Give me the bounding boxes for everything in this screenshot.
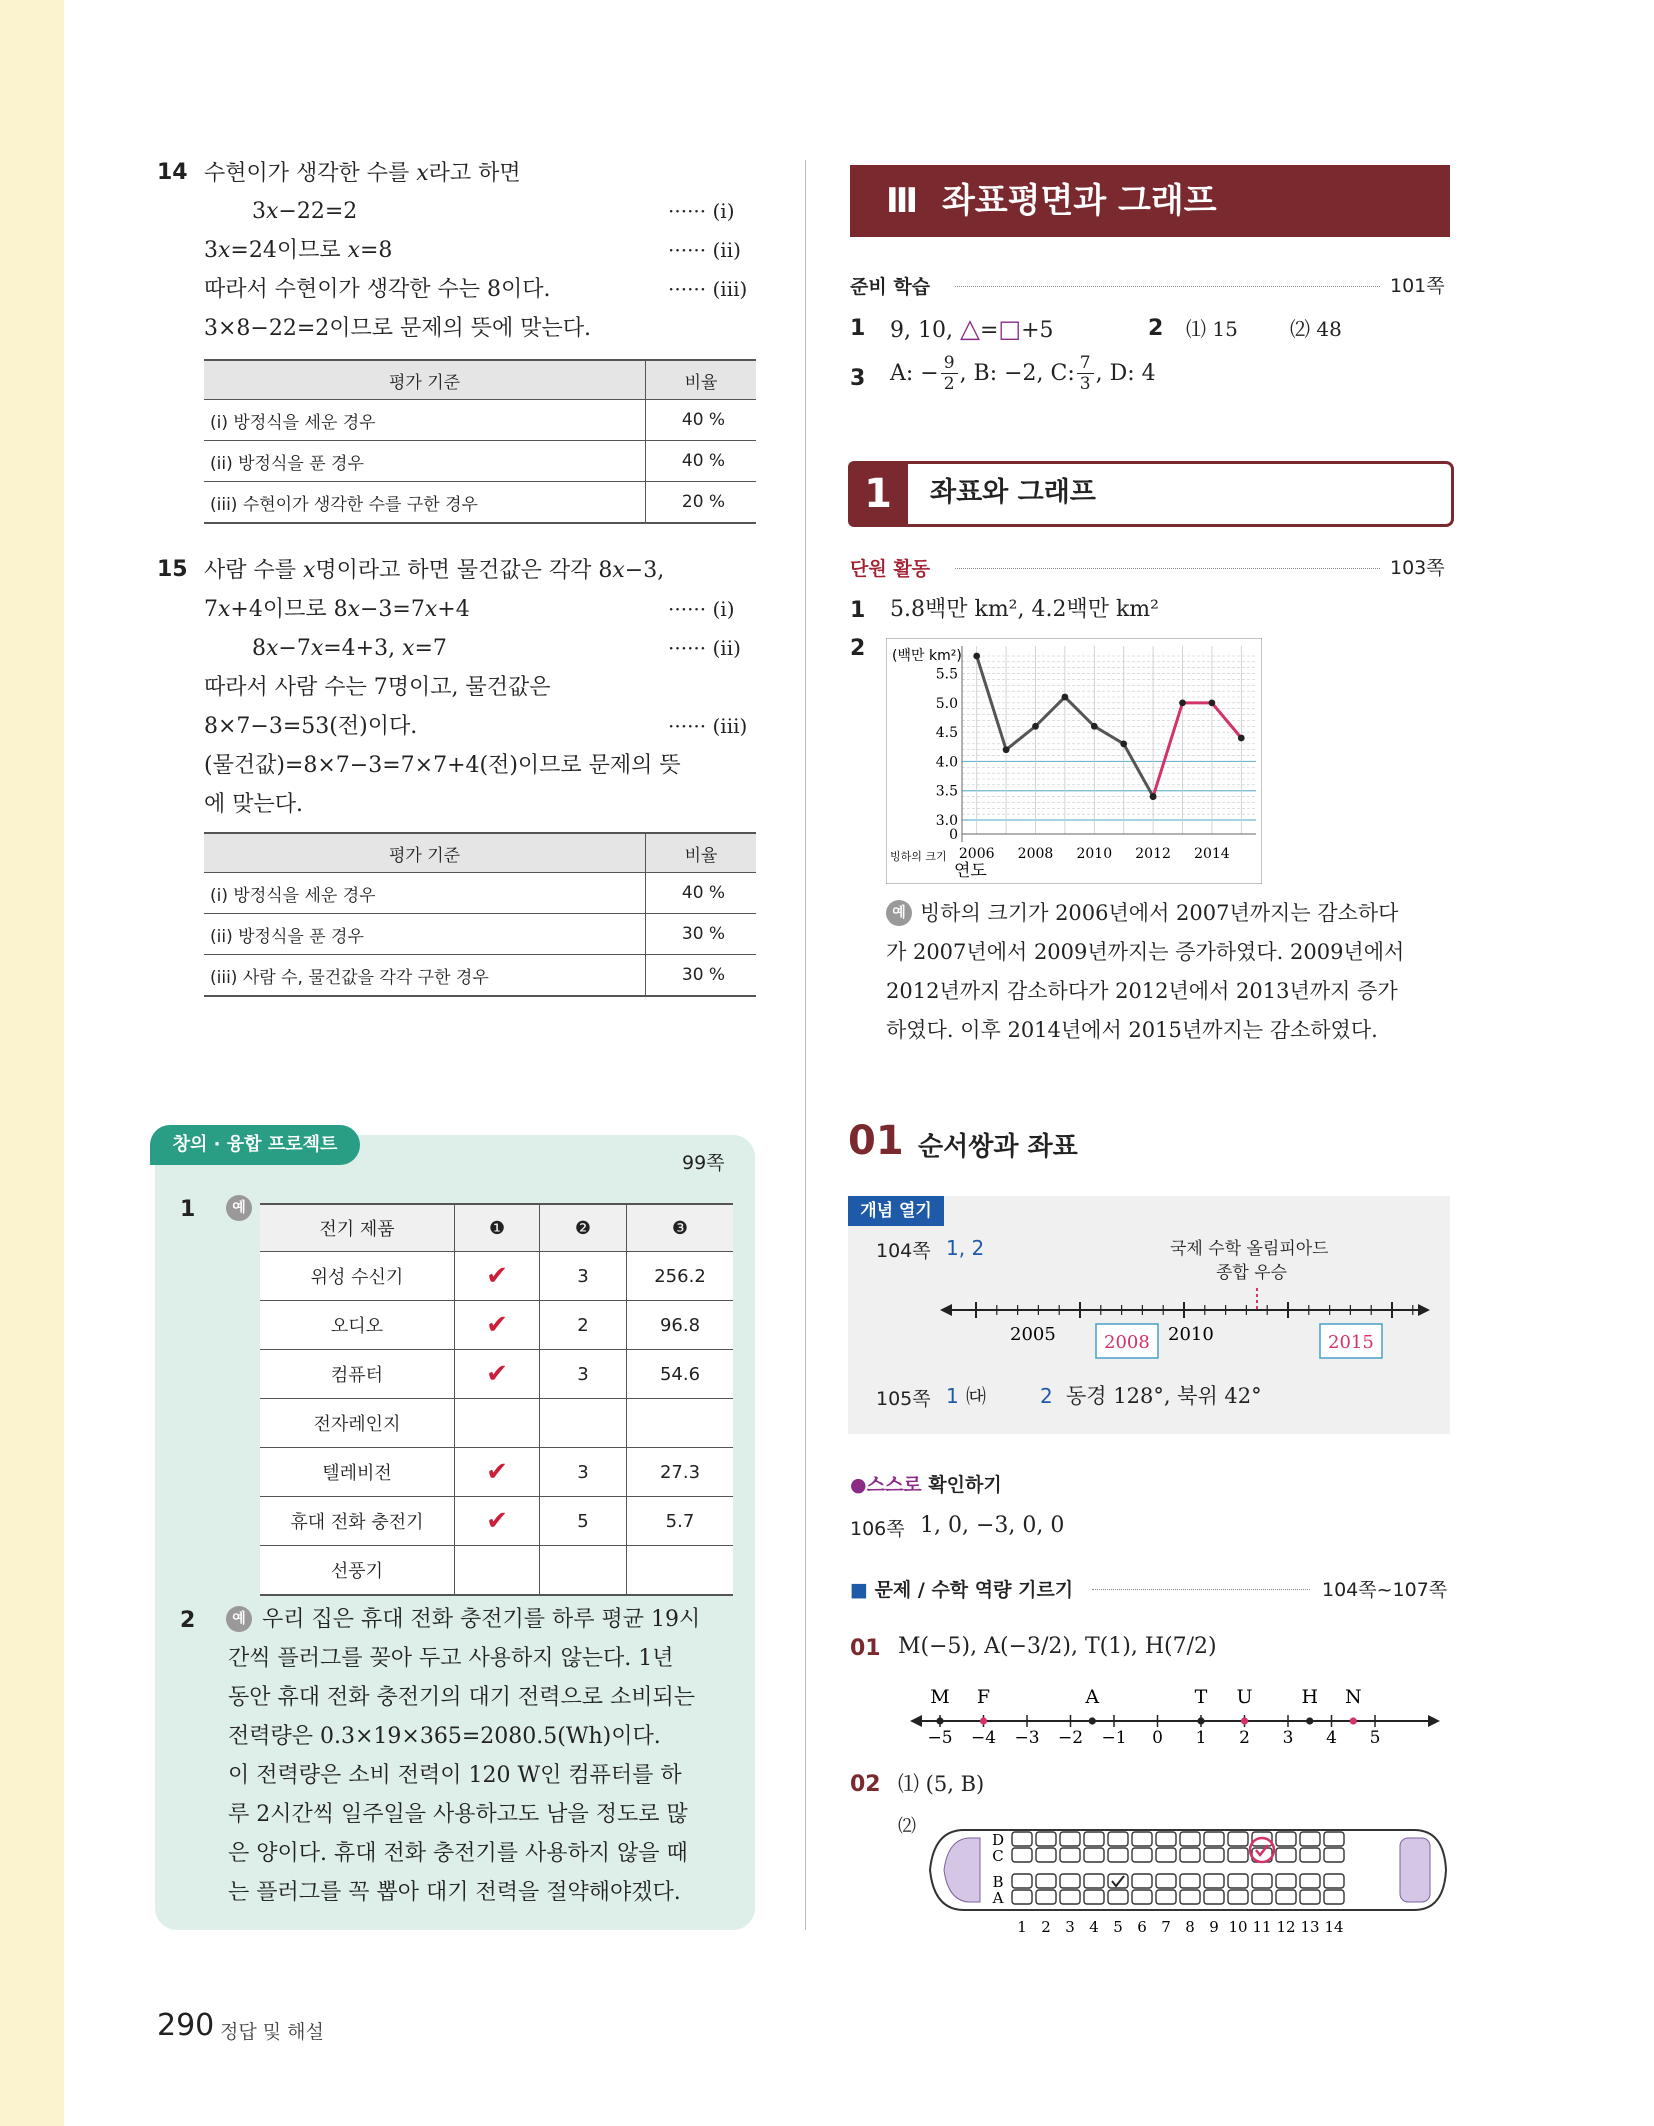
seat — [1276, 1874, 1296, 1888]
data-point — [1003, 746, 1010, 753]
seat-col-label: 14 — [1324, 1918, 1344, 1936]
self-check-ref: 106쪽 — [850, 1518, 905, 1540]
timeline-label: 2008 — [1104, 1332, 1150, 1353]
y-tick-label: 5.5 — [935, 666, 958, 683]
section-01-number: 01 — [848, 1118, 904, 1164]
prod-value: 5 — [540, 1497, 627, 1546]
check-icon — [455, 1399, 540, 1448]
eval-criteria: (ii) 방정식을 푼 경우 — [204, 914, 646, 955]
seat — [1012, 1890, 1032, 1904]
prod-name: 휴대 전화 충전기 — [260, 1497, 455, 1546]
prod-header: ❷ — [540, 1204, 627, 1252]
p15-line-2: 7𝑥+4이므로 8𝑥−3=7𝑥+4 — [204, 597, 470, 622]
numberline-tick-label: 5 — [1369, 1728, 1381, 1743]
side-margin-strip — [0, 0, 64, 2126]
seat-col-label: 10 — [1228, 1918, 1248, 1936]
appliance-table — [260, 1203, 733, 1596]
eval-criteria: (iii) 사람 수, 물건값을 각각 구한 경우 — [204, 955, 646, 997]
seat — [1180, 1832, 1200, 1846]
unit-number: 1 — [848, 461, 908, 527]
data-point — [1238, 735, 1245, 742]
problem-section-title: ■ 문제 / 수학 역량 기르기 — [850, 1579, 1074, 1601]
seat — [1252, 1890, 1272, 1904]
p15-line-4: 따라서 사람 수는 7명이고, 물건값은 — [204, 675, 551, 700]
seat — [1276, 1890, 1296, 1904]
seat — [1156, 1832, 1176, 1846]
numberline-point — [1306, 1717, 1313, 1724]
seat — [1084, 1832, 1104, 1846]
example-badge: 예 — [886, 900, 912, 926]
p15-line-5: 8×7−3=53(전)이다. — [204, 714, 418, 739]
data-point — [973, 653, 980, 660]
seat — [1060, 1832, 1080, 1846]
check-icon: ✔ — [455, 1497, 540, 1546]
project-page-ref: 99쪽 — [682, 1152, 725, 1174]
p15-line-3: 8𝑥−7𝑥=4+3, 𝑥=7 — [252, 636, 447, 661]
seat-row-label: A — [992, 1889, 1004, 1907]
seat-col-label: 13 — [1300, 1918, 1320, 1936]
p15-mark-ii: ······ (ii) — [668, 636, 741, 660]
activity-page-ref: 103쪽 — [1390, 557, 1445, 579]
eval-criteria: (i) 방정식을 세운 경우 — [204, 400, 646, 441]
seat-row-label: C — [992, 1847, 1004, 1865]
eval-criteria: (iii) 수현이가 생각한 수를 구한 경우 — [204, 482, 646, 524]
seat — [1324, 1890, 1344, 1904]
x-tick-label: 2008 — [1017, 846, 1054, 862]
data-point — [1091, 723, 1098, 730]
seat — [1324, 1832, 1344, 1846]
chart-corner-label: 빙하의 크기 — [890, 850, 947, 863]
project-q2-line-1: 우리 집은 휴대 전화 충전기를 하루 평균 19시 — [262, 1607, 701, 1632]
numberline-letter: N — [1344, 1686, 1362, 1708]
prod-value: 5.7 — [627, 1497, 734, 1546]
seat-col-label: 7 — [1161, 1918, 1171, 1936]
seat — [1300, 1890, 1320, 1904]
olympiad-label-2: 종합 우승 — [1216, 1263, 1288, 1283]
eval-header-ratio: 비율 — [646, 833, 757, 873]
triangle-icon: △ — [959, 314, 980, 344]
numberline-tick-label: −3 — [1014, 1728, 1040, 1743]
seat — [1156, 1848, 1176, 1862]
numberline-point — [980, 1717, 987, 1724]
eval-ratio: 40 % — [646, 441, 757, 482]
seat — [1108, 1848, 1128, 1862]
p15-evaluation-table — [204, 832, 756, 997]
seat — [1276, 1832, 1296, 1846]
prod-value — [627, 1546, 734, 1596]
seat — [1300, 1832, 1320, 1846]
p14-line-2: 3𝑥−22=2 — [252, 199, 358, 224]
seat — [1204, 1890, 1224, 1904]
seat — [1108, 1832, 1128, 1846]
activity-desc-1: 빙하의 크기가 2006년에서 2007년까지는 감소하다 — [920, 901, 1399, 925]
seat-col-label: 12 — [1276, 1918, 1296, 1936]
section-01-title: 순서쌍과 좌표 — [918, 1132, 1078, 1162]
numberline-point — [1197, 1717, 1204, 1724]
data-point — [1062, 694, 1069, 701]
p14-line-5: 3×8−22=2이므로 문제의 뜻에 맞는다. — [204, 316, 592, 341]
check-icon — [455, 1546, 540, 1596]
numberline-point — [1089, 1717, 1096, 1724]
page-footer-label: 정답 및 해설 — [220, 2021, 324, 2043]
numberline-point — [936, 1717, 943, 1724]
numberline-tick-label: 3 — [1282, 1728, 1294, 1743]
glacier-size-chart — [886, 638, 1262, 884]
leader-dots — [955, 568, 1380, 569]
seat — [1228, 1890, 1248, 1904]
seat — [1084, 1890, 1104, 1904]
prod-value — [627, 1399, 734, 1448]
concept-l2-ref: 105쪽 — [876, 1388, 931, 1410]
timeline-label: 2010 — [1168, 1324, 1214, 1345]
prep-title: 준비 학습 — [850, 276, 931, 298]
project-q2-line-7: 은 양이다. 휴대 전화 충전기를 사용하지 않을 때 — [228, 1841, 688, 1866]
eval-header-ratio: 비율 — [646, 360, 757, 400]
problem-14-number: 14 — [157, 160, 188, 185]
numberline-point — [1241, 1717, 1248, 1724]
data-point — [1209, 699, 1216, 706]
concept-l2-num1: 1 — [946, 1384, 959, 1408]
seat — [1012, 1848, 1032, 1862]
page-number: 290 — [157, 2008, 215, 2043]
prod-value: 96.8 — [627, 1301, 734, 1350]
column-divider — [805, 160, 806, 1930]
airplane-seat-map — [924, 1808, 1450, 1938]
project-q2-line-8: 는 플러그를 꼭 뽑아 대기 전력을 절약해야겠다. — [228, 1880, 681, 1905]
q02-answer-2: ⑵ — [898, 1816, 916, 1837]
prep-q1-number: 1 — [850, 316, 866, 341]
activity-desc-3: 2012년까지 감소하다가 2012년에서 2013년까지 증가 — [886, 979, 1398, 1003]
eval-ratio: 20 % — [646, 482, 757, 524]
seat-col-label: 4 — [1089, 1918, 1099, 1936]
numberline-point — [1350, 1717, 1357, 1724]
seat — [1060, 1874, 1080, 1888]
q01-answer: M(−5), A(−3/2), T(1), H(7/2) — [898, 1634, 1217, 1659]
timeline-label: 2015 — [1328, 1332, 1374, 1353]
seat — [1300, 1848, 1320, 1862]
eval-ratio: 30 % — [646, 914, 757, 955]
example-badge: 예 — [226, 1606, 252, 1632]
seat — [1324, 1874, 1344, 1888]
p14-line-4: 따라서 수현이가 생각한 수는 8이다. — [204, 277, 551, 302]
seat-col-label: 1 — [1017, 1918, 1027, 1936]
unit-title: 좌표와 그래프 — [930, 477, 1096, 508]
p14-line-3: 3𝑥=24이므로 𝑥=8 — [204, 238, 393, 263]
leader-dots — [955, 286, 1380, 287]
seat — [1036, 1832, 1056, 1846]
square-bullet-icon: ■ — [850, 1579, 868, 1601]
prod-header: ❶ — [455, 1204, 540, 1252]
eval-ratio: 30 % — [646, 955, 757, 997]
activity-q2-number: 2 — [850, 636, 866, 661]
prod-value: 3 — [540, 1448, 627, 1497]
bullet-icon: ● — [850, 1474, 867, 1496]
activity-q1-answer: 5.8백만 km², 4.2백만 km² — [890, 597, 1159, 622]
seat — [1132, 1874, 1152, 1888]
eval-criteria: (ii) 방정식을 푼 경우 — [204, 441, 646, 482]
seat-col-label: 8 — [1185, 1918, 1195, 1936]
prep-q1-answer: 9, 10, △=□+5 — [890, 314, 1054, 344]
eval-ratio: 40 % — [646, 873, 757, 914]
seat — [1132, 1890, 1152, 1904]
seat — [1156, 1874, 1176, 1888]
project-q2-line-5: 이 전력량은 소비 전력이 120 W인 컴퓨터를 하 — [228, 1763, 682, 1788]
prod-header: ❸ — [627, 1204, 734, 1252]
concept-l2-a2: 동경 128°, 북위 42° — [1066, 1384, 1262, 1408]
y-tick-label: 3.5 — [935, 783, 958, 800]
p14-mark-iii: ······ (iii) — [668, 277, 748, 301]
example-badge: 예 — [226, 1195, 252, 1221]
seat-col-label: 9 — [1209, 1918, 1219, 1936]
leader-dots — [1092, 1589, 1310, 1590]
q02-number: 02 — [850, 1772, 881, 1797]
seat — [1084, 1874, 1104, 1888]
square-icon: □ — [998, 315, 1022, 343]
data-point — [1120, 740, 1127, 747]
activity-desc-4: 하였다. 이후 2014년에서 2015년까지는 감소하였다. — [886, 1018, 1378, 1042]
concept-l2-num2: 2 — [1040, 1384, 1053, 1408]
arrow-left-icon — [940, 1304, 952, 1316]
prep-q3-answer: A: − $\frac{9}{2}$ , B: −2, C: 7 3 , D: 4 — [890, 353, 1156, 394]
chapter-roman: Ⅲ — [886, 181, 919, 221]
data-point — [1150, 793, 1157, 800]
numberline-tick-label: −1 — [1101, 1728, 1127, 1743]
number-line — [910, 1683, 1440, 1743]
p14-mark-i: ······ (i) — [668, 199, 735, 223]
seat — [1228, 1848, 1248, 1862]
numberline-tick-label: 0 — [1152, 1728, 1163, 1743]
p14-line-1: 수현이가 생각한 수를 𝑥라고 하면 — [204, 161, 521, 186]
eval-ratio: 40 % — [646, 400, 757, 441]
p15-line-7: 에 맞는다. — [204, 792, 303, 817]
seat — [1180, 1848, 1200, 1862]
eval-criteria: (i) 방정식을 세운 경우 — [204, 873, 646, 914]
x-tick-label: 2012 — [1135, 846, 1171, 862]
arrow-right-icon — [1428, 1715, 1440, 1727]
numberline-letter: U — [1236, 1686, 1253, 1708]
prod-value — [540, 1399, 627, 1448]
q01-number: 01 — [850, 1636, 881, 1661]
prod-name: 전자레인지 — [260, 1399, 455, 1448]
seat-col-label: 11 — [1252, 1918, 1272, 1936]
seat — [1036, 1874, 1056, 1888]
seat — [1108, 1890, 1128, 1904]
p15-line-6: (물건값)=8×7−3=7×7+4(전)이므로 문제의 뜻 — [204, 753, 681, 778]
prod-value: 256.2 — [627, 1252, 734, 1301]
seat — [1036, 1848, 1056, 1862]
creative-project-tag: 창의 · 융합 프로젝트 — [150, 1125, 360, 1165]
numberline-letter: H — [1301, 1686, 1319, 1708]
self-check-title: ●스스로 확인하기 — [850, 1474, 1002, 1496]
chart-xlabel: 연도 — [954, 861, 987, 881]
prod-name: 선풍기 — [260, 1546, 455, 1596]
q02-answer-1: ⑴ (5, B) — [898, 1772, 985, 1796]
concept-l1-answer: 1, 2 — [946, 1236, 985, 1260]
project-q2-line-6: 루 2시간씩 일주일을 사용하고도 남을 정도로 많 — [228, 1802, 688, 1827]
prod-value — [540, 1546, 627, 1596]
seat — [1228, 1832, 1248, 1846]
eval-header-criteria: 평가 기준 — [204, 833, 646, 873]
prod-header: 전기 제품 — [260, 1204, 455, 1252]
prod-value: 3 — [540, 1350, 627, 1399]
arrow-left-icon — [910, 1715, 922, 1727]
seat — [1012, 1832, 1032, 1846]
p14-evaluation-table — [204, 359, 756, 524]
prod-name: 오디오 — [260, 1301, 455, 1350]
seat — [1204, 1848, 1224, 1862]
prep-q2-a2: ⑵ 48 — [1290, 317, 1342, 341]
activity-desc-2: 가 2007년에서 2009년까지는 증가하였다. 2009년에서 — [886, 940, 1405, 964]
check-icon: ✔ — [455, 1252, 540, 1301]
prod-value: 3 — [540, 1252, 627, 1301]
p15-mark-i: ······ (i) — [668, 597, 735, 621]
seat — [1108, 1874, 1128, 1888]
numberline-letter: A — [1085, 1686, 1100, 1708]
numberline-letter: T — [1194, 1686, 1208, 1708]
tail-area — [1400, 1838, 1430, 1902]
x-tick-label: 2006 — [958, 846, 995, 862]
project-q2-line-2: 간씩 플러그를 꽂아 두고 사용하지 않는다. 1년 — [228, 1646, 674, 1671]
y-tick-label: 3.0 — [935, 813, 958, 829]
prod-value: 2 — [540, 1301, 627, 1350]
activity-q1-number: 1 — [850, 598, 866, 623]
prod-name: 위성 수신기 — [260, 1252, 455, 1301]
numberline-letter: F — [976, 1686, 991, 1708]
seat-row-label: D — [991, 1831, 1005, 1849]
seat — [1276, 1848, 1296, 1862]
seat-col-label: 3 — [1065, 1918, 1075, 1936]
concept-l1-ref: 104쪽 — [876, 1240, 931, 1262]
seat-col-label: 6 — [1137, 1918, 1147, 1936]
seat — [1252, 1874, 1272, 1888]
olympiad-timeline — [940, 1282, 1430, 1362]
y-tick-label: 0 — [949, 827, 958, 843]
eval-header-criteria: 평가 기준 — [204, 360, 646, 400]
self-check-answer: 1, 0, −3, 0, 0 — [920, 1513, 1065, 1538]
seat — [1084, 1848, 1104, 1862]
x-tick-label: 2014 — [1194, 846, 1230, 862]
project-q2-number: 2 — [180, 1608, 196, 1633]
numberline-tick-label: 2 — [1239, 1728, 1250, 1743]
y-tick-label: 4.0 — [935, 754, 958, 771]
problem-page-ref: 104쪽~107쪽 — [1322, 1579, 1448, 1601]
olympiad-label-1: 국제 수학 올림피아드 — [1170, 1239, 1329, 1259]
seat — [1012, 1874, 1032, 1888]
y-tick-label: 5.0 — [935, 695, 958, 712]
prod-value: 27.3 — [627, 1448, 734, 1497]
seat — [1060, 1890, 1080, 1904]
chapter-title: 좌표평면과 그래프 — [941, 181, 1217, 221]
project-q1-number: 1 — [180, 1197, 196, 1222]
numberline-tick-label: −5 — [927, 1728, 953, 1743]
prep-q2-number: 2 — [1148, 316, 1164, 341]
seat-col-label: 5 — [1113, 1918, 1123, 1936]
concept-l2-a1: ㈐ — [966, 1384, 986, 1408]
check-icon: ✔ — [455, 1448, 540, 1497]
problem-15-number: 15 — [157, 557, 188, 582]
p15-line-1: 사람 수를 𝑥명이라고 하면 물건값은 각각 8𝑥−3, — [204, 558, 665, 583]
project-q2-line-3: 동안 휴대 전화 충전기의 대기 전력으로 소비되는 — [228, 1685, 696, 1710]
chart-ylabel: (백만 km²) — [892, 648, 962, 664]
project-q2-line-4: 전력량은 0.3×19×365=2080.5(Wh)이다. — [228, 1724, 661, 1749]
seat — [1132, 1832, 1152, 1846]
seat — [1300, 1874, 1320, 1888]
prod-value: 54.6 — [627, 1350, 734, 1399]
chapter-banner — [850, 165, 1450, 237]
prod-name: 컴퓨터 — [260, 1350, 455, 1399]
timeline-label: 2005 — [1010, 1324, 1056, 1345]
seat — [1228, 1874, 1248, 1888]
p14-mark-ii: ······ (ii) — [668, 238, 741, 262]
prod-name: 텔레비전 — [260, 1448, 455, 1497]
prep-q2-a1: ⑴ 15 — [1186, 317, 1238, 341]
seat — [1060, 1848, 1080, 1862]
seat-row-label: B — [992, 1873, 1004, 1891]
check-icon: ✔ — [455, 1350, 540, 1399]
check-icon: ✔ — [455, 1301, 540, 1350]
concept-tag: 개념 열기 — [848, 1196, 944, 1226]
p15-mark-iii: ······ (iii) — [668, 714, 748, 738]
seat — [1132, 1848, 1152, 1862]
seat — [1324, 1848, 1344, 1862]
y-tick-label: 4.5 — [935, 725, 958, 742]
data-point — [1032, 723, 1039, 730]
seat — [1036, 1890, 1056, 1904]
numberline-tick-label: 4 — [1326, 1728, 1337, 1743]
seat — [1180, 1874, 1200, 1888]
data-point — [1179, 699, 1186, 706]
x-tick-label: 2010 — [1076, 846, 1113, 862]
numberline-tick-label: 1 — [1195, 1728, 1207, 1743]
numberline-tick-label: −2 — [1057, 1728, 1084, 1743]
prep-q3-number: 3 — [850, 366, 866, 391]
seat — [1156, 1890, 1176, 1904]
numberline-letter: M — [930, 1686, 950, 1708]
prep-page-ref: 101쪽 — [1390, 275, 1445, 297]
arrow-right-icon — [1418, 1304, 1430, 1316]
seat — [1180, 1890, 1200, 1904]
seat — [1204, 1874, 1224, 1888]
activity-title: 단원 활동 — [850, 558, 931, 580]
seat — [1204, 1832, 1224, 1846]
seat-col-label: 2 — [1041, 1918, 1051, 1936]
numberline-tick-label: −4 — [970, 1728, 997, 1743]
